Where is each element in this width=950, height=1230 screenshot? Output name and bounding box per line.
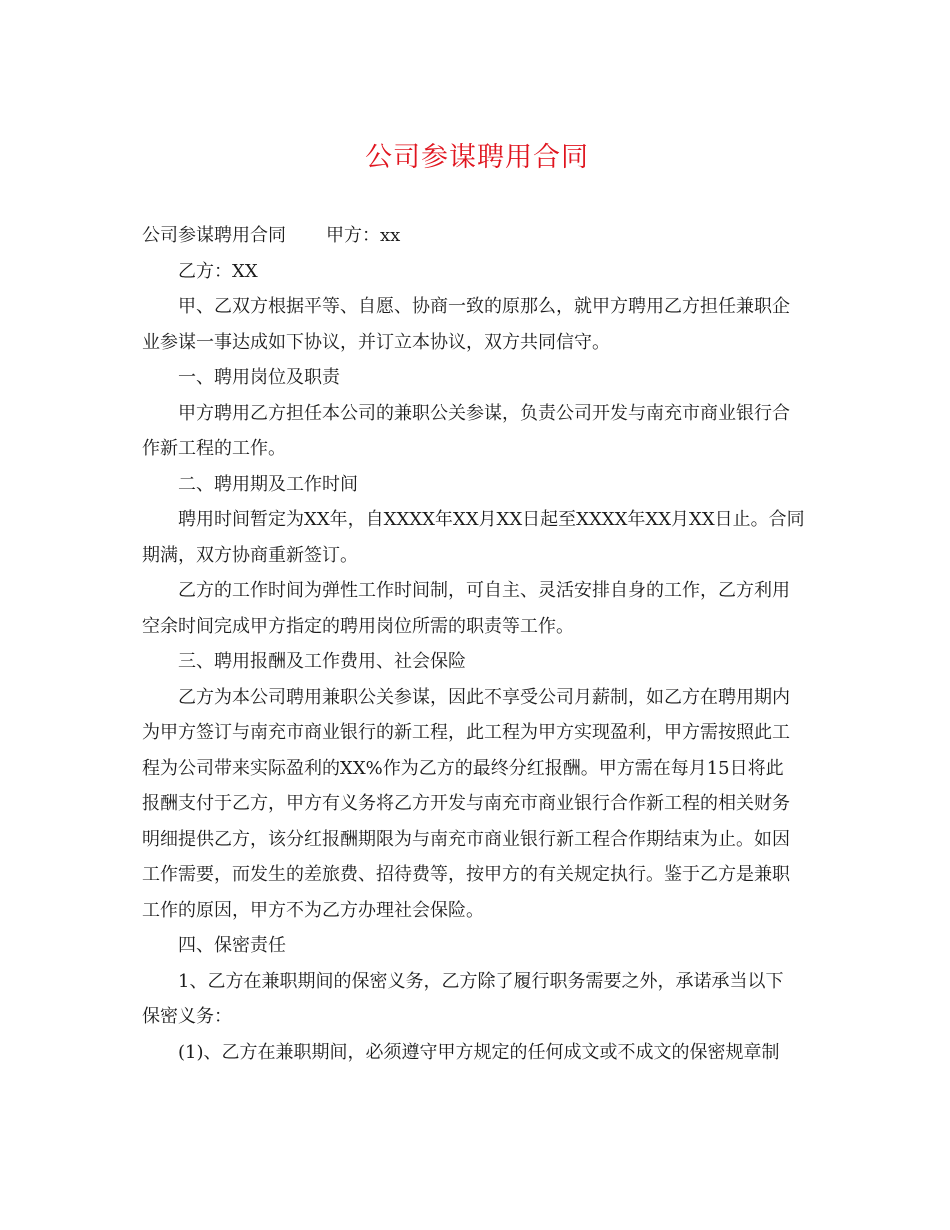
body-line: 期满，双方协商重新签订。	[142, 544, 358, 566]
body-line: 乙方为本公司聘用兼职公关参谋，因此不享受公司月薪制，如乙方在聘用期内	[178, 686, 790, 708]
body-line: 甲、乙双方根据平等、自愿、协商一致的原那么，就甲方聘用乙方担任兼职企	[178, 296, 790, 317]
header-party-a: 甲方：xx	[326, 225, 401, 246]
document-body	[142, 218, 812, 1070]
body-line: 保密义务：	[142, 1006, 232, 1027]
section-heading: 二、聘用期及工作时间	[178, 473, 358, 495]
header-doc-name: 公司参谋聘用合同	[142, 225, 286, 246]
body-line: 乙方的工作时间为弹性工作时间制，可自主、灵活安排自身的工作，乙方利用	[178, 580, 790, 601]
body-line: 工作需要，而发生的差旅费、招待费等，按甲方的有关规定执行。鉴于乙方是兼职	[142, 864, 790, 885]
body-line: 聘用时间暂定为XX年，自XXXX年XX月XX日起至XXXX年XX月XX日止。合同	[178, 509, 805, 530]
body-line: 业参谋一事达成如下协议，并订立本协议，双方共同信守。	[142, 331, 610, 353]
body-line: 明细提供乙方，该分红报酬期限为与南充市商业银行新工程合作期结束为止。如因	[142, 828, 790, 850]
body-line: (1)、乙方在兼职期间，必须遵守甲方规定的任何成文或不成文的保密规章制	[178, 1041, 780, 1063]
header-party-b: 乙方：XX	[178, 260, 258, 282]
body-line: 程为公司带来实际盈利的XX%作为乙方的最终分红报酬。甲方需在每月15日将此	[142, 757, 784, 779]
header-line	[142, 218, 812, 254]
body-line: 作新工程的工作。	[142, 438, 286, 459]
section-heading: 一、聘用岗位及职责	[178, 367, 340, 388]
section-heading: 四、保密责任	[178, 935, 286, 956]
body-line: 工作的原因，甲方不为乙方办理社会保险。	[142, 899, 484, 921]
section-heading: 三、聘用报酬及工作费用、社会保险	[178, 651, 466, 672]
body-line: 1、乙方在兼职期间的保密义务，乙方除了履行职务需要之外，承诺承当以下	[178, 970, 784, 992]
body-line: 空余时间完成甲方指定的聘用岗位所需的职责等工作。	[142, 615, 574, 637]
document-title: 公司参谋聘用合同	[365, 142, 589, 173]
body-line: 为甲方签订与南充市商业银行的新工程，此工程为甲方实现盈利，甲方需按照此工	[142, 722, 790, 743]
body-line: 甲方聘用乙方担任本公司的兼职公关参谋，负责公司开发与南充市商业银行合	[178, 402, 790, 424]
body-line: 报酬支付于乙方，甲方有义务将乙方开发与南充市商业银行合作新工程的相关财务	[142, 793, 790, 814]
